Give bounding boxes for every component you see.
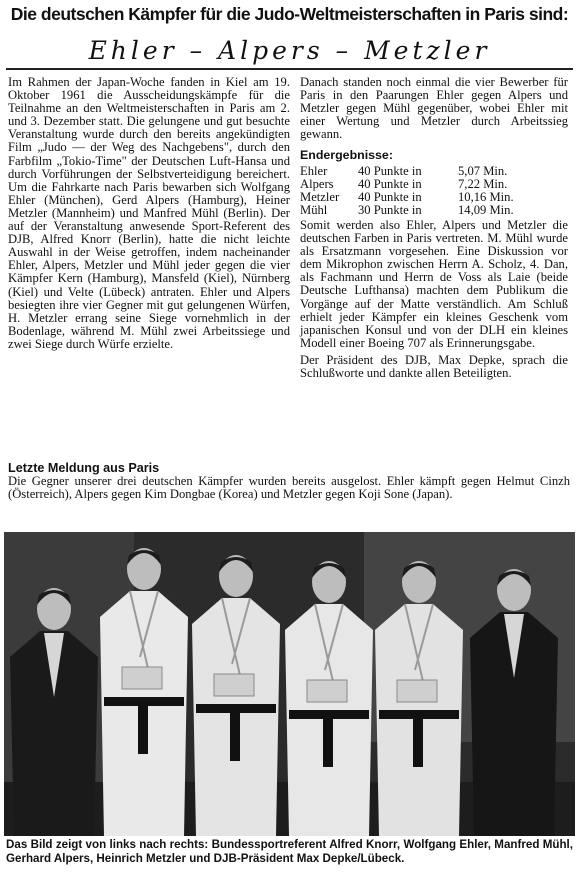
group-photo — [4, 532, 575, 836]
result-time: 10,16 Min. — [458, 189, 514, 204]
article-paragraph: Im Rahmen der Japan-Woche fanden in Kiel am 19. Oktober 1961 die Ausscheidungskämpfe für die Teilnahme an den Weltmeisterschaften in Paris am 2. und 3. Dezember statt. Die gelungene und gut besuchte Veranstaltung wurde durch den bereits angekündigten Film „Judo — der Weg des Nachgebens", durch den Farbfilm „Tokio-Time" der Deutschen Luft-Hansa und durch Vorführungen der Selbstverteidigung bereichert. Um die Fahrkarte nach Paris bewarben sich Wolfgang Ehler (München), Gerd Alpers (Hamburg), Heiner Metzler (Mannheim) und Manfred Mühl (Berlin). Der auf der Veranstaltung anwesende Sport-Referent des DJB, Alfred Knorr (Berlin), hatte die nicht leichte Auswahl in der Weise getroffen, indem nacheinander Ehler, Alpers, Metzler und Mühl jeder gegen die vier Kämpfer Kern (Hamburg), Mansfeld (Kiel), Nürnberg (Kiel) und Velte (Lübeck) antraten. Ehler und Alpers besiegten ihre vier Gegner mit gut gelungenen Würfen, H. Metzler errang seine Siege vornehmlich in der Bodenlage, während M. Mühl zwei Arbeitssiege und zwei Siege durch Würfe erzielte. — [8, 75, 290, 351]
news-paragraph: Die Gegner unserer drei deutschen Kämpfer wurden bereits ausgelost. Ehler kämpft gegen Helmut Cinzh (Österreich), Alpers gegen Kim Dongbae (Korea) und Metzler gegen Koji Sone (Japan). — [8, 474, 570, 502]
news-heading: Letzte Meldung aus Paris — [8, 461, 160, 475]
person-gift-box — [307, 680, 347, 702]
result-time: 5,07 Min. — [458, 163, 508, 178]
result-name: Ehler — [300, 163, 328, 178]
result-time: 7,22 Min. — [458, 176, 508, 191]
results-row — [300, 204, 514, 217]
person-gift-box — [397, 680, 437, 702]
person-gift-box — [122, 667, 162, 689]
person-belt-end — [230, 709, 240, 761]
article-column-left — [8, 76, 290, 351]
article-column-right — [300, 76, 568, 380]
fighter-names-title: Ehler – Alpers – Metzler — [88, 36, 491, 65]
result-points: 40 Punkte in — [358, 176, 422, 191]
results-row — [300, 191, 514, 204]
person-gift-box — [214, 674, 254, 696]
result-name: Metzler — [300, 189, 340, 204]
article-paragraph: Danach standen noch einmal die vier Bewerber für Paris in den Paarungen Ehler gegen Alpers und Metzler gegen Mühl gegenüber, wobei Ehler mit einer Wertung und Metzler durch Arbeitssieg gewann. — [300, 75, 568, 142]
result-name: Alpers — [300, 176, 334, 191]
result-points: 40 Punkte in — [358, 189, 422, 204]
person-belt-end — [413, 715, 423, 767]
person-belt-end — [138, 702, 148, 754]
article-paragraph: Somit werden also Ehler, Alpers und Metzler die deutschen Farben in Paris vertreten. M. Mühl wurde als Ersatzmann vorgesehen. Eine Diskussion vor dem Mikrophon zwischen Herrn A. Scholz, 4. Dan, als Fachmann und Herrn de Voss als Laie (beide Deutsche Lufthansa) machten dem Publikum die Vorgänge auf der Matte verständlich. Am Schluß erhielt jeder Kämpfer ein kleines Geschenk vom japanischen Konsul und von der DLH ein kleines Modell einer Boeing 707 als Erinnerungsgabe. — [300, 217, 568, 350]
results-table — [300, 165, 514, 217]
group-photo-illustration — [4, 532, 575, 836]
article-headline: Die deutschen Kämpfer für die Judo-Weltmeisterschaften in Paris sind: — [10, 4, 569, 24]
headline-divider — [6, 68, 573, 70]
result-time: 14,09 Min. — [458, 202, 514, 217]
result-name: Mühl — [300, 202, 328, 217]
result-points: 30 Punkte in — [358, 202, 422, 217]
results-row — [300, 165, 514, 178]
article-paragraph: Der Präsident des DJB, Max Depke, sprach die Schlußworte und dankte allen Beteiligten. — [300, 352, 568, 380]
results-heading: Endergebnisse: — [300, 148, 393, 163]
results-row — [300, 178, 514, 191]
person-belt-end — [323, 715, 333, 767]
result-points: 40 Punkte in — [358, 163, 422, 178]
photo-caption: Das Bild zeigt von links nach rechts: Bundessportreferent Alfred Knorr, Wolfgang Ehler, Manfred Mühl, Gerhard Alpers, Heinrich Metzler und DJB-Präsident Max Depke/Lübeck. — [6, 838, 573, 865]
